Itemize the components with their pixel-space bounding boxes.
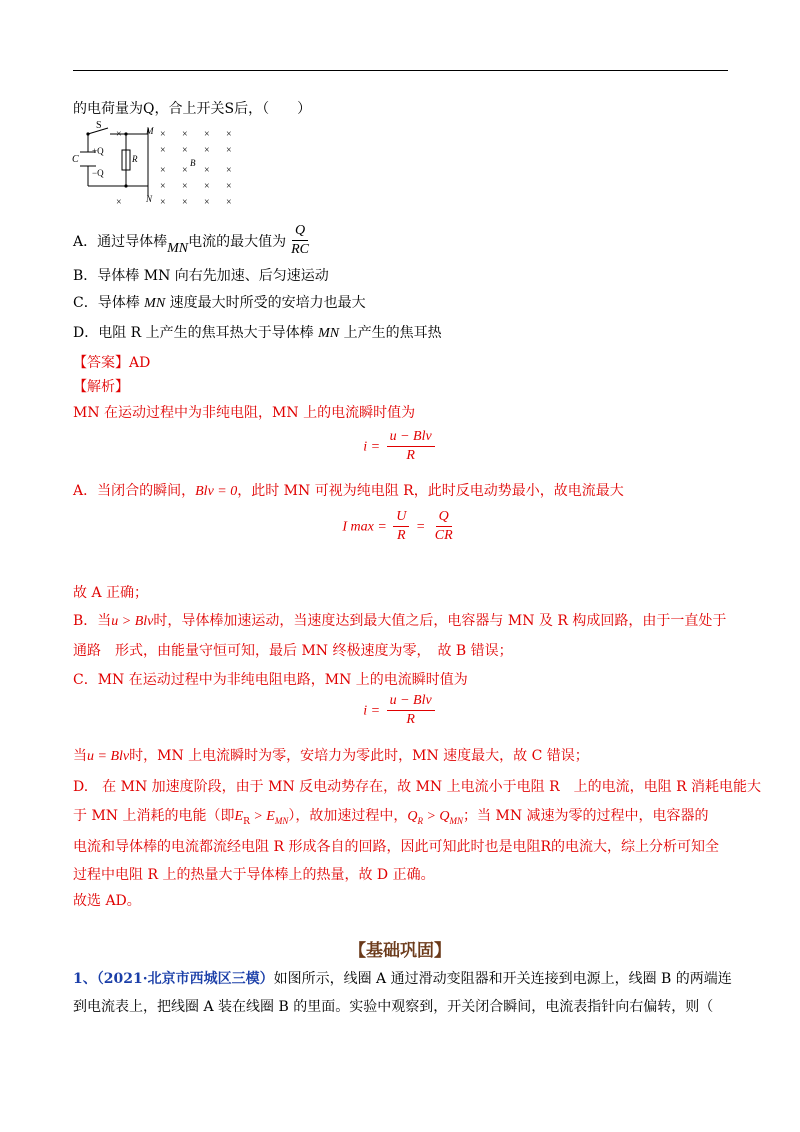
field-cross: × xyxy=(226,145,232,156)
label-minusQ: −Q xyxy=(92,168,104,178)
field-cross: × xyxy=(160,165,166,176)
label-S: S xyxy=(96,120,102,131)
equation-3: i = $\frac{\text{u − Blv}}{R}$ xyxy=(0,692,800,729)
field-cross: × xyxy=(204,197,210,208)
analysis-line-8: D. 在 MN 加速度阶段，由于 MN 反电动势存在，故 MN 上电流小于电阻 R 上的电流，电阻 R 消耗电能大 xyxy=(73,779,762,795)
label-M: M xyxy=(146,126,154,136)
field-cross: × xyxy=(204,181,210,192)
field-cross: × xyxy=(182,129,188,140)
field-cross: × xyxy=(204,129,210,140)
header-rule xyxy=(73,70,728,71)
equation-1: i = $\frac{\text{u − Blv}}{R}$ xyxy=(0,428,800,465)
field-cross: × xyxy=(226,165,232,176)
option-c: C．导体棒 MN 速度最大时所受的安培力也最大 xyxy=(73,295,366,311)
field-cross: × xyxy=(160,181,166,192)
analysis-line-2: A．当闭合的瞬间，Blv = 0，此时 MN 可视为纯电阻 R，此时反电动势最小，故电流最大 xyxy=(73,483,624,499)
question-stem: 的电荷量为Q，合上开关S后，（ ） xyxy=(73,101,312,117)
label-R: R xyxy=(132,154,138,164)
analysis-line-1: MN 在运动过程中为非纯电阻，MN 上的电流瞬时值为 xyxy=(73,405,416,421)
field-cross: × xyxy=(204,165,210,176)
label-plusQ: +Q xyxy=(92,146,104,156)
field-cross: × xyxy=(160,197,166,208)
option-a: A．通过导体棒 MN 电流的最大值为 $\frac{Q}{RC}$ xyxy=(73,223,310,257)
analysis-line-11: 过程中电阻 R 上的热量大于导体棒上的热量，故 D 正确。 xyxy=(73,867,435,883)
analysis-line-5: 通路 形式，由能量守恒可知，最后 MN 终极速度为零， 故 B 错误； xyxy=(73,643,513,659)
field-cross: × xyxy=(204,145,210,156)
question-1-line-1: 1、（2021·北京市西城区三模）如图所示，线圈 A 通过滑动变阻器和开关连接到电源上，线圈 B 的两端连 xyxy=(73,971,732,987)
field-cross: × xyxy=(182,165,188,176)
analysis-line-7: 当u = Blv时，MN 上电流瞬时为零，安培力为零此时，MN 速度最大，故 C 错误； xyxy=(73,748,589,764)
field-cross: × xyxy=(226,181,232,192)
equation-2: I max = $\frac{U}{R}$ = $\frac{Q}{CR}$ xyxy=(342,509,453,543)
option-d: D．电阻 R 上产生的焦耳热大于导体棒 MN 上产生的焦耳热 xyxy=(73,325,442,341)
field-cross: × xyxy=(160,145,166,156)
question-1-line-2: 到电流表上，把线圈 A 装在线圈 B 的里面。实验中观察到，开关闭合瞬间，电流表指针向右偏转，则（ xyxy=(73,999,714,1015)
field-cross: × xyxy=(160,129,166,140)
option-b: B．导体棒 MN 向右先加速、后匀速运动 xyxy=(73,268,329,284)
field-cross: × xyxy=(182,145,188,156)
field-cross: × xyxy=(226,129,232,140)
field-cross: × xyxy=(116,197,122,208)
analysis-line-9: 于 MN 上消耗的电能（即$E_R > E_{MN}$），故加速过程中，$Q_R > Q_{MN}$；当 MN 减速为零的过程中，电容器的 xyxy=(73,808,709,827)
field-cross: × xyxy=(226,197,232,208)
analysis-line-6: C．MN 在运动过程中为非纯电阻电路，MN 上的电流瞬时值为 xyxy=(73,672,468,688)
label-C: C xyxy=(72,154,79,165)
field-cross: × xyxy=(182,197,188,208)
circuit-diagram xyxy=(70,118,250,208)
field-cross: × xyxy=(182,181,188,192)
field-cross: × xyxy=(116,129,122,140)
analysis-line-3: 故 A 正确； xyxy=(73,585,149,601)
analysis-title: 【解析】 xyxy=(73,379,129,395)
analysis-line-10: 电流和导体棒的电流都流经电阻 R 形成各自的回路，因此可知此时也是电阻R的电流大，综上分析可知全 xyxy=(73,839,719,855)
section-title: 【基础巩固】 xyxy=(349,941,451,961)
analysis-line-4: B．当u > Blv时，导体棒加速运动，当速度达到最大值之后，电容器与 MN 及 R 构成回路，由于一直处于 xyxy=(73,613,727,629)
answer: 【答案】AD xyxy=(73,355,151,371)
analysis-line-12: 故选 AD。 xyxy=(73,893,141,909)
label-N: N xyxy=(146,194,153,204)
label-B: B xyxy=(190,158,196,168)
